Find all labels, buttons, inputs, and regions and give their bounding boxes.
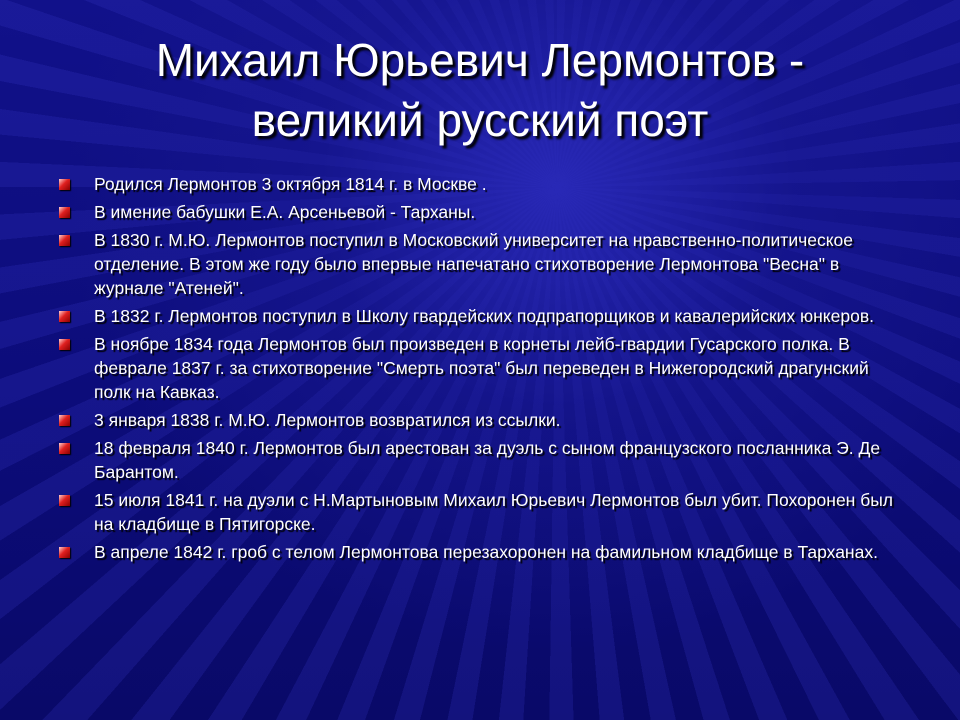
list-item [56, 200, 906, 224]
list-item [56, 332, 906, 404]
list-item [56, 228, 906, 300]
square-bullet-icon [59, 443, 70, 454]
list-item [56, 172, 906, 196]
bullet-text: 18 февраля 1840 г. Лермонтов был арестован за дуэль с сыном французского посланника Э. Де Барантом. [94, 438, 881, 482]
square-bullet-icon [59, 547, 70, 558]
slide-title [40, 30, 920, 150]
slide-title-line-2: великий русский поэт [251, 94, 709, 146]
square-bullet-icon [59, 207, 70, 218]
list-item [56, 488, 906, 536]
square-bullet-icon [59, 311, 70, 322]
bullet-text: В 1832 г. Лермонтов поступил в Школу гвардейских подпрапорщиков и кавалерийских юнкеров. [94, 306, 875, 326]
list-item [56, 408, 906, 432]
bullet-list [56, 172, 906, 568]
bullet-text: В ноябре 1834 года Лермонтов был произведен в корнеты лейб-гвардии Гусарского полка. В феврале 1837 г. за стихотворение "Смерть поэта" был переведен в Нижегородский драгунский полк на Кавказ. [94, 334, 869, 402]
list-item [56, 304, 906, 328]
slide-title-line-1: Михаил Юрьевич Лермонтов - [155, 34, 805, 86]
list-item [56, 540, 906, 564]
bullet-text: 15 июля 1841 г. на дуэли с Н.Мартыновым Михаил Юрьевич Лермонтов был убит. Похоронен был на кладбище в Пятигорске. [94, 490, 894, 534]
square-bullet-icon [59, 339, 70, 350]
square-bullet-icon [59, 415, 70, 426]
square-bullet-icon [59, 495, 70, 506]
list-item [56, 436, 906, 484]
square-bullet-icon [59, 235, 70, 246]
bullet-text: В имение бабушки Е.А. Арсеньевой - Тарханы. [94, 202, 476, 222]
bullet-text: В 1830 г. М.Ю. Лермонтов поступил в Московский университет на нравственно-политическое отделение. В этом же году было впервые напечатано стихотворение Лермонтова "Весна" в журнале "Атеней". [94, 230, 854, 298]
bullet-text: В апреле 1842 г. гроб с телом Лермонтова перезахоронен на фамильном кладбище в Тарханах. [94, 542, 878, 562]
bullet-text: 3 января 1838 г. М.Ю. Лермонтов возвратился из ссылки. [94, 410, 561, 430]
square-bullet-icon [59, 179, 70, 190]
bullet-text: Родился Лермонтов 3 октября 1814 г. в Москве . [94, 174, 487, 194]
